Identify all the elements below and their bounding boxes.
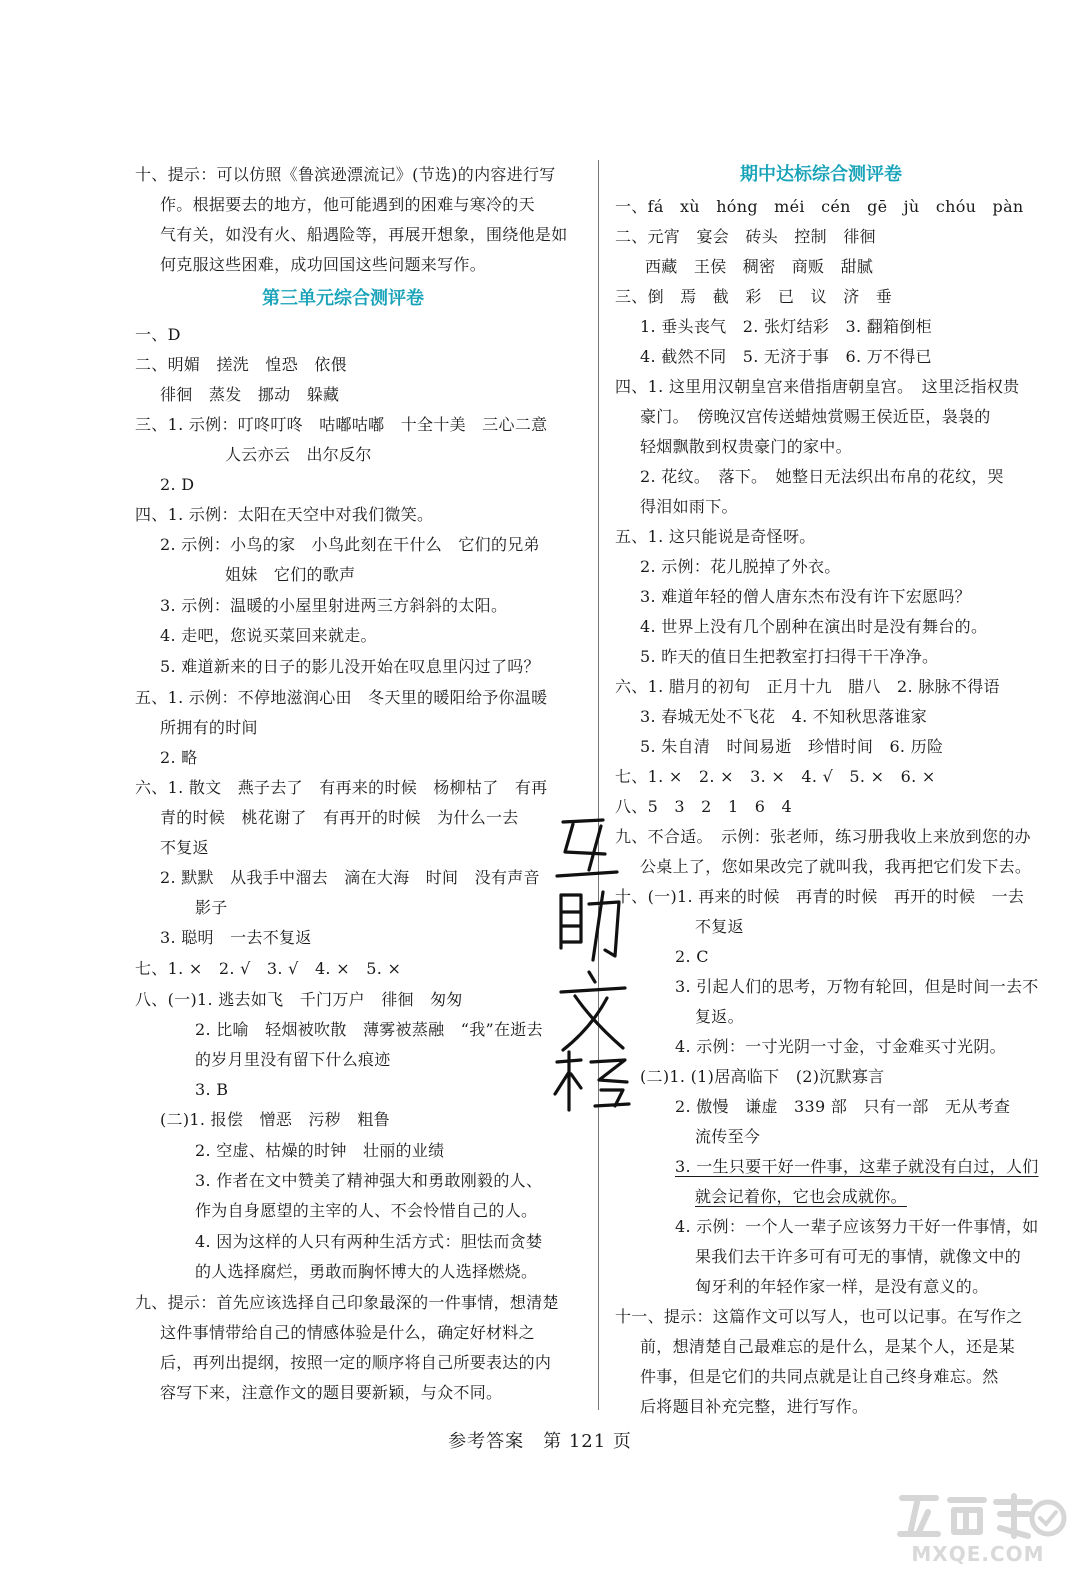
answer-line: 2. 略 — [160, 748, 198, 767]
answer-line: 四、1. 示例：太阳在天空中对我们微笑。 — [135, 505, 434, 524]
answer-line: 1. 垂头丧气 2. 张灯结彩 3. 翻箱倒柜 — [640, 317, 932, 336]
answer-line: 的岁月里没有留下什么痕迹 — [195, 1050, 391, 1069]
answer-line: 2. 默默 从我手中溜去 滴在大海 时间 没有声音 — [160, 868, 540, 887]
watermark-url: MXQE.COM — [911, 1542, 1045, 1566]
answer-line: 3. 引起人们的思考，万物有轮回，但是时间一去不 — [675, 977, 1039, 996]
answer-line: 九、不合适。 示例：张老师，练习册我收上来放到您的办 — [615, 827, 1031, 846]
column-divider — [598, 160, 599, 1410]
answer-line: 4. 因为这样的人只有两种生活方式：胆怯而贪婪 — [195, 1232, 543, 1251]
answer-line: 5. 朱自清 时间易逝 珍惜时间 6. 历险 — [640, 737, 944, 756]
answer-line: 流传至今 — [695, 1127, 761, 1146]
answer-line: 前，想清楚自己最难忘的是什么，是某个人，还是某 — [640, 1337, 1015, 1356]
answer-line: 4. 世界上没有几个剧种在演出时是没有舞台的。 — [640, 617, 988, 636]
answer-line: 就会记着你，它也会成就你。 — [695, 1187, 907, 1206]
answer-line: 所拥有的时间 — [160, 718, 258, 737]
answer-line: 4. 示例：一个人一辈子应该努力干好一件事情，如 — [675, 1217, 1039, 1236]
answer-line: 这件事情带给自己的情感体验是什么，确定好材料之 — [160, 1323, 535, 1342]
answer-line: 八、5 3 2 1 6 4 — [615, 797, 792, 816]
answer-line: 十、(一)1. 再来的时候 再青的时候 再开的时候 一去 — [615, 887, 1025, 906]
answer-line: 作为自身愿望的主宰的人、不会怜惜自己的人。 — [195, 1201, 538, 1220]
answer-line: 的人选择腐烂，勇敢而胸怀博大的人选择燃烧。 — [195, 1262, 538, 1281]
answer-line: 件事，但是它们的共同点就是让自己终身难忘。然 — [640, 1367, 999, 1386]
answer-line: 不复返 — [160, 838, 209, 857]
answer-line: 十一、提示：这篇作文可以写人，也可以记事。在写作之 — [615, 1307, 1023, 1326]
answer-line: 人云亦云 出尔反尔 — [225, 445, 372, 464]
answer-line: 七、1. × 2. √ 3. √ 4. × 5. × — [135, 959, 402, 978]
answer-line: 影子 — [195, 898, 228, 917]
answer-line: 九、提示：首先应该选择自己印象最深的一件事情，想清楚 — [135, 1293, 559, 1312]
answer-line: 得泪如雨下。 — [640, 497, 738, 516]
section-heading: 第三单元综合测评卷 — [262, 288, 424, 309]
answer-line: 2. 空虚、枯燥的时钟 壮丽的业绩 — [195, 1141, 445, 1160]
answer-line: 四、1. 这里用汉朝皇宫来借指唐朝皇宫。 这里泛指权贵 — [615, 377, 1020, 396]
answer-line: 2. D — [160, 475, 195, 494]
answer-line: 2. 花纹。 落下。 她整日无法织出布帛的花纹，哭 — [640, 467, 1004, 486]
answer-line: 二、元宵 宴会 砖头 控制 徘徊 — [615, 227, 876, 246]
handwritten-watermark-graphic — [545, 800, 640, 1120]
answer-line: 2. C — [675, 947, 709, 966]
answer-line: 3. 难道年轻的僧人唐东杰布没有许下宏愿吗？ — [640, 587, 971, 606]
answer-line: 豪门。 傍晚汉宫传送蜡烛赏赐王侯近臣，袅袅的 — [640, 407, 991, 426]
answer-line: 复返。 — [695, 1007, 744, 1026]
answer-line: 作。根据要去的地方，他可能遇到的困难与寒冷的天 — [160, 195, 535, 214]
answer-line: 果我们去干许多可有可无的事情，就像文中的 — [695, 1247, 1022, 1266]
answer-line: 轻烟飘散到权贵豪门的家中。 — [640, 437, 852, 456]
answer-line: 2. 示例：小鸟的家 小鸟此刻在干什么 它们的兄弟 — [160, 535, 540, 554]
answer-line: 3. 示例：温暖的小屋里射进两三方斜斜的太阳。 — [160, 596, 508, 615]
answer-line: (二)1. 报偿 憎恶 污秽 粗鲁 — [160, 1110, 390, 1129]
answer-line: 徘徊 蒸发 挪动 躲藏 — [160, 385, 340, 404]
answer-line: 七、1. × 2. × 3. × 4. √ 5. × 6. × — [615, 767, 936, 786]
answer-line: 容写下来，注意作文的题目要新颖，与众不同。 — [160, 1383, 503, 1402]
answer-line: 姐妹 它们的歌声 — [225, 565, 356, 584]
answer-line: 不复返 — [695, 917, 744, 936]
answer-line: 何克服这些困难，成功回国这些问题来写作。 — [160, 255, 487, 274]
site-watermark — [888, 1488, 1068, 1572]
answer-line: 4. 截然不同 5. 无济于事 6. 万不得已 — [640, 347, 932, 366]
answer-line: 5. 昨天的值日生把教室打扫得干干净净。 — [640, 647, 939, 666]
answer-line: 五、1. 示例：不停地滋润心田 冬天里的暖阳给予你温暖 — [135, 688, 548, 707]
answer-line: 后，再列出提纲，按照一定的顺序将自己所要表达的内 — [160, 1353, 552, 1372]
answer-line: 2. 示例：花儿脱掉了外衣。 — [640, 557, 841, 576]
answer-line: 二、明媚 搓洗 惶恐 依偎 — [135, 355, 347, 374]
answer-line: 一、D — [135, 325, 181, 344]
answer-line: 公桌上了，您如果改完了就叫我，我再把它们发下去。 — [640, 857, 1032, 876]
answer-line: 3. 作者在文中赞美了精神强大和勇敢刚毅的人、 — [195, 1171, 543, 1190]
answer-line: 后将题目补充完整，进行写作。 — [640, 1397, 869, 1416]
answer-line: 3. B — [195, 1080, 229, 1099]
answer-line: 一、fá xù hóng méi cén gē jù chóu pàn — [615, 197, 1024, 216]
answer-line: 3. 一生只要干好一件事，这辈子就没有白过，人们 — [675, 1157, 1039, 1176]
answer-line: 5. 难道新来的日子的影儿没开始在叹息里闪过了吗？ — [160, 657, 540, 676]
answer-line: (二)1. (1)居高临下 (2)沉默寡言 — [640, 1067, 885, 1086]
answer-line: 2. 比喻 轻烟被吹散 薄雾被蒸融 “我”在逝去 — [195, 1020, 543, 1039]
section-heading: 期中达标综合测评卷 — [740, 164, 902, 185]
answer-line: 十、提示：可以仿照《鲁滨逊漂流记》(节选)的内容进行写 — [135, 165, 556, 184]
answer-line: 3. 聪明 一去不复返 — [160, 928, 312, 947]
answer-line: 2. 傲慢 谦虚 339 部 只有一部 无从考查 — [675, 1097, 1011, 1116]
watermark-logo-icon — [888, 1488, 1068, 1544]
answer-line: 4. 走吧，您说买菜回来就走。 — [160, 626, 377, 645]
answer-line: 六、1. 散文 燕子去了 有再来的时候 杨柳枯了 有再 — [135, 778, 548, 797]
answer-line: 三、倒 焉 截 彩 已 议 济 垂 — [615, 287, 893, 306]
answer-line: 青的时候 桃花谢了 有再开的时候 为什么一去 — [160, 808, 519, 827]
answer-line: 3. 春城无处不飞花 4. 不知秋思落谁家 — [640, 707, 928, 726]
answer-line: 匈牙利的年轻作家一样，是没有意义的。 — [695, 1277, 989, 1296]
answer-line: 4. 示例：一寸光阴一寸金，寸金难买寸光阴。 — [675, 1037, 1006, 1056]
answer-line: 气有关，如没有火、船遇险等，再展开想象，围绕他是如 — [160, 225, 568, 244]
page-footer: 参考答案 第 121 页 — [448, 1431, 632, 1452]
answer-line: 五、1. 这只能说是奇怪呀。 — [615, 527, 816, 546]
answer-line: 八、(一)1. 逃去如飞 千门万户 徘徊 匆匆 — [135, 990, 463, 1009]
answer-line: 六、1. 腊月的初旬 正月十九 腊八 2. 脉脉不得语 — [615, 677, 1000, 696]
answer-line: 西藏 王侯 稠密 商贩 甜腻 — [645, 257, 874, 276]
answer-line: 三、1. 示例：叮咚叮咚 咕嘟咕嘟 十全十美 三心二意 — [135, 415, 548, 434]
